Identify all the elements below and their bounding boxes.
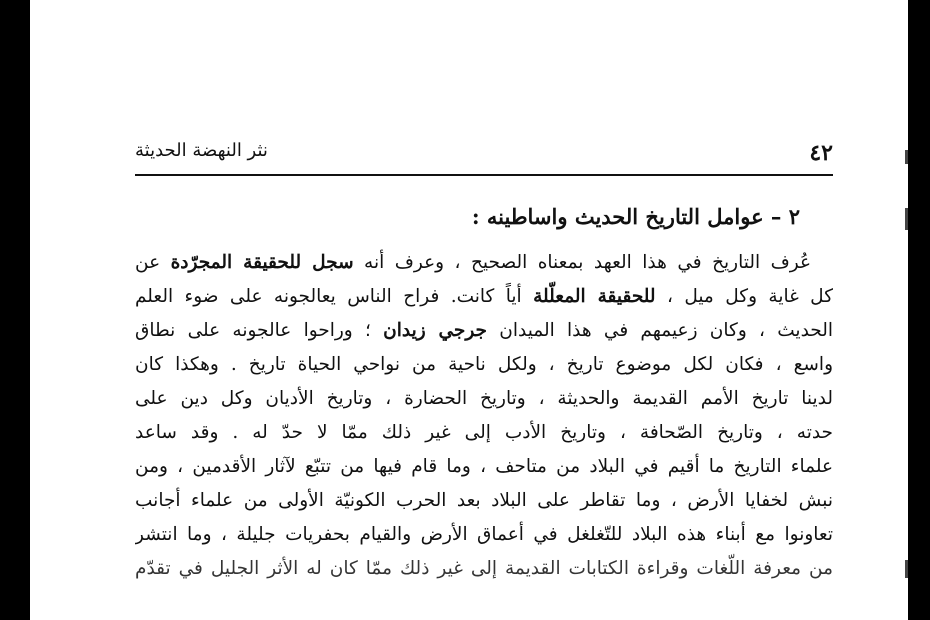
- text-run: من معرفة اللّغات وقراءة الكتابات القديمة إلى غير ذلك ممّا كان له الأثر الجليل في تقدّم: [135, 558, 833, 579]
- text-run: عن: [135, 252, 171, 273]
- page-header: [135, 134, 833, 174]
- text-run: ؛ وراحوا عالجونه على نطاق: [135, 320, 384, 341]
- text-line: [135, 314, 833, 348]
- text-run: عُرف التاريخ في هذا العهد بمعناه الصحيح ، وعرف أنه: [353, 252, 811, 273]
- text-line: [135, 450, 833, 484]
- scan-edge-mark: [905, 560, 908, 578]
- text-line: [135, 280, 833, 314]
- emphasized-text: سجل للحقيقة المجرّدة: [170, 252, 354, 273]
- book-page: [30, 0, 908, 620]
- text-run: تعاونوا مع أبناء هذه البلاد للتّغلغل في أعماق الأرض والقيام بحفريات جليلة ، وما انتشر: [135, 524, 833, 545]
- text-line: [135, 484, 833, 518]
- body-text: [135, 246, 833, 586]
- text-run: علماء التاريخ ما أقيم في البلاد من متاحف ، وما قام فيها من تتبّع لآثار الأقدمين ، ومن: [135, 456, 833, 477]
- emphasized-text: للحقيقة المعلّلة: [533, 286, 656, 307]
- text-run: أياً كانت. فراح الناس يعالجونه على ضوء العلم: [135, 286, 534, 307]
- emphasized-text: جرجي زيدان: [383, 320, 487, 341]
- text-line: [135, 348, 833, 382]
- section-heading: ٢ – عوامل التاريخ الحديث واساطينه :: [471, 204, 800, 229]
- text-run: الحديث ، وكان زعيمهم في هذا الميدان: [487, 320, 833, 341]
- text-run: نبش لخفايا الأرض ، وما تقاطر على البلاد بعد الحرب الكونيّة الأولى من علماء أجانب: [135, 490, 833, 511]
- running-title: نثر النهضة الحديثة: [135, 140, 268, 161]
- text-line: [135, 416, 833, 450]
- scan-edge-mark: [905, 208, 908, 230]
- header-rule: [135, 174, 833, 176]
- text-run: واسع ، فكان لكل موضوع تاريخ ، ولكل ناحية من نواحي الحياة تاريخ . وهكذا كان: [135, 354, 833, 375]
- text-line: [135, 382, 833, 416]
- page-number: ٤٢: [809, 140, 833, 166]
- text-line: [135, 518, 833, 552]
- text-run: لدينا تاريخ الأمم القديمة والحديثة ، وتاريخ الحضارة ، وتاريخ الأديان وكل دين على: [135, 388, 833, 409]
- text-run: حدته ، وتاريخ الصّحافة ، وتاريخ الأدب إلى غير ذلك ممّا لا حدّ له . وقد ساعد: [135, 422, 833, 443]
- text-line: [135, 246, 833, 280]
- scan-edge-mark: [905, 150, 908, 164]
- text-run: كل غاية وكل ميل ،: [655, 286, 833, 307]
- text-line: [135, 552, 833, 586]
